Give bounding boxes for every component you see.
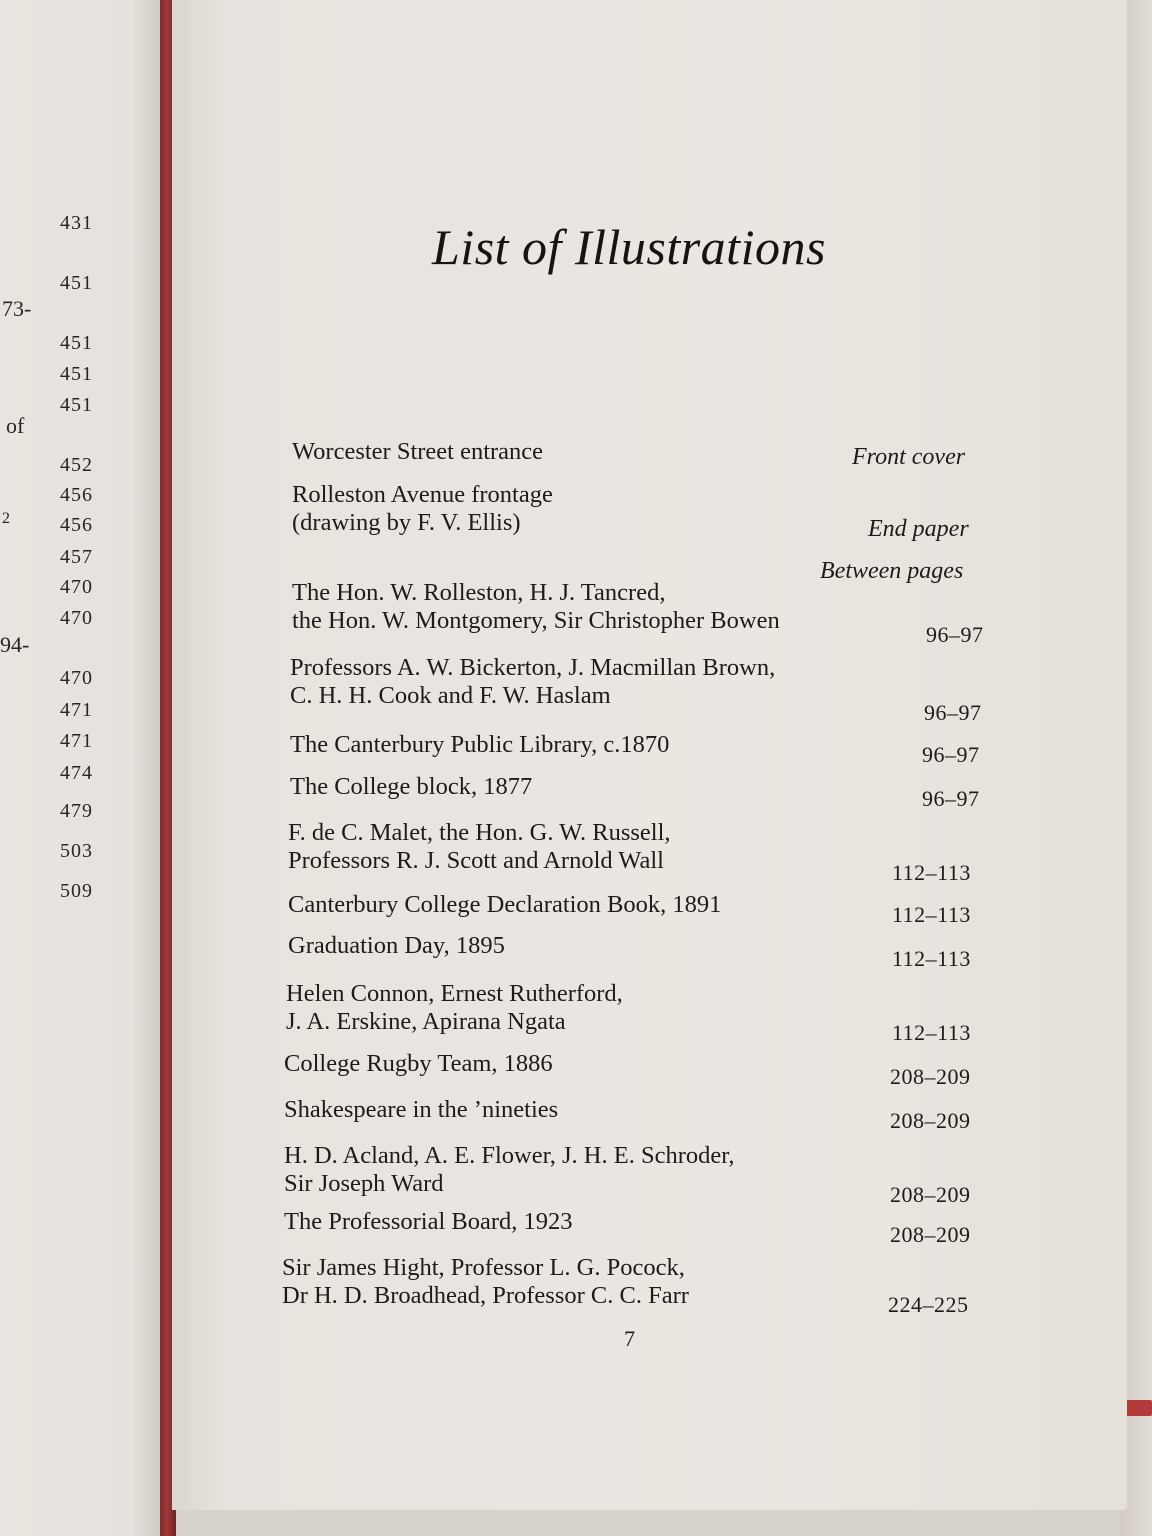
entry-pages: Front cover <box>852 444 966 470</box>
entry-line: the Hon. W. Montgomery, Sir Christopher Bowen <box>292 607 780 634</box>
entry-text <box>288 819 671 875</box>
entry-line: College Rugby Team, 1886 <box>284 1050 553 1077</box>
entry-line: The Professorial Board, 1923 <box>284 1208 573 1235</box>
entry-pages: 208–209 <box>890 1182 971 1207</box>
entry-line: Professors R. J. Scott and Arnold Wall <box>288 847 664 874</box>
entry-line: F. de C. Malet, the Hon. G. W. Russell, <box>288 819 671 846</box>
entry-line: Professors A. W. Bickerton, J. Macmillan Brown, <box>290 654 776 681</box>
left-page-fragment: 94- <box>0 632 30 657</box>
left-page-number: 509 <box>60 880 93 902</box>
entry-pages: 208–209 <box>890 1222 971 1247</box>
entry-line: Dr H. D. Broadhead, Professor C. C. Farr <box>282 1282 689 1309</box>
entry-text <box>284 1096 558 1124</box>
entry-pages: End paper <box>868 516 969 542</box>
left-page-number: 470 <box>60 667 93 689</box>
entry-text <box>292 579 780 635</box>
entry-pages: 96–97 <box>926 622 984 647</box>
entry-line: H. D. Acland, A. E. Flower, J. H. E. Schroder, <box>284 1142 735 1169</box>
entry-line: Canterbury College Declaration Book, 1891 <box>288 891 722 918</box>
entry-pages: 112–113 <box>892 902 971 927</box>
entry-pages: 112–113 <box>892 946 971 971</box>
left-page-number: 479 <box>60 800 93 822</box>
left-page-number: 451 <box>60 394 93 416</box>
left-page-number: 431 <box>60 212 93 234</box>
entry-text <box>288 891 721 919</box>
entry-line: The Hon. W. Rolleston, H. J. Tancred, <box>292 579 666 606</box>
entry-text <box>284 1142 735 1198</box>
entry-pages: 96–97 <box>924 700 982 725</box>
page-title: List of Illustrations <box>432 219 826 275</box>
entry-pages: 208–209 <box>890 1108 971 1133</box>
entry-pages: 208–209 <box>890 1064 971 1089</box>
entry-text <box>290 773 532 801</box>
entry-line: Rolleston Avenue frontage <box>292 481 553 508</box>
left-page-number: 503 <box>60 840 93 862</box>
left-page-fragment: 2 <box>2 510 10 527</box>
left-page-number: 451 <box>60 272 93 294</box>
entry-text <box>282 1254 689 1310</box>
left-page-number: 471 <box>60 730 93 752</box>
left-page-number: 456 <box>60 484 93 506</box>
page-number: 7 <box>624 1326 635 1351</box>
left-page-number: 470 <box>60 576 93 598</box>
entry-pages: 112–113 <box>892 860 971 885</box>
entry-pages: 112–113 <box>892 1020 971 1045</box>
entry-line: Sir James Hight, Professor L. G. Pocock, <box>282 1254 685 1281</box>
entry-text <box>286 980 623 1036</box>
left-page-number: 457 <box>60 546 93 568</box>
entry-text <box>290 731 669 759</box>
entry-line: Helen Connon, Ernest Rutherford, <box>286 980 623 1007</box>
entry-text <box>288 932 505 960</box>
left-page-number: 474 <box>60 762 93 784</box>
entry-pages: 96–97 <box>922 742 980 767</box>
entry-line: Graduation Day, 1895 <box>288 932 505 959</box>
entry-line: J. A. Erskine, Apirana Ngata <box>286 1008 566 1035</box>
left-page-fragment: 73- <box>2 296 32 321</box>
entry-text <box>290 654 775 710</box>
left-page-number: 470 <box>60 607 93 629</box>
column-header: Between pages <box>820 558 964 584</box>
entry-line: Shakespeare in the ’nineties <box>284 1096 559 1123</box>
left-page-number: 451 <box>60 332 93 354</box>
entry-line: The College block, 1877 <box>290 773 533 800</box>
left-page-number: 451 <box>60 363 93 385</box>
entry-text <box>292 438 543 466</box>
left-page-number: 471 <box>60 699 93 721</box>
previous-page <box>0 0 165 1536</box>
entry-line: Sir Joseph Ward <box>284 1170 444 1197</box>
entry-text <box>284 1208 573 1236</box>
left-page-number: 456 <box>60 514 93 536</box>
entry-text <box>284 1050 553 1078</box>
entry-pages: 96–97 <box>922 786 980 811</box>
left-page-number: 452 <box>60 454 93 476</box>
entry-line: (drawing by F. V. Ellis) <box>292 509 521 536</box>
entry-text <box>292 481 553 537</box>
entry-line: The Canterbury Public Library, c.1870 <box>290 731 670 758</box>
entry-line: C. H. H. Cook and F. W. Haslam <box>290 682 611 709</box>
cover-corner <box>1124 1400 1152 1416</box>
entry-line: Worcester Street entrance <box>292 438 544 465</box>
entry-pages: 224–225 <box>888 1292 969 1317</box>
left-page-fragment: of <box>6 413 25 438</box>
